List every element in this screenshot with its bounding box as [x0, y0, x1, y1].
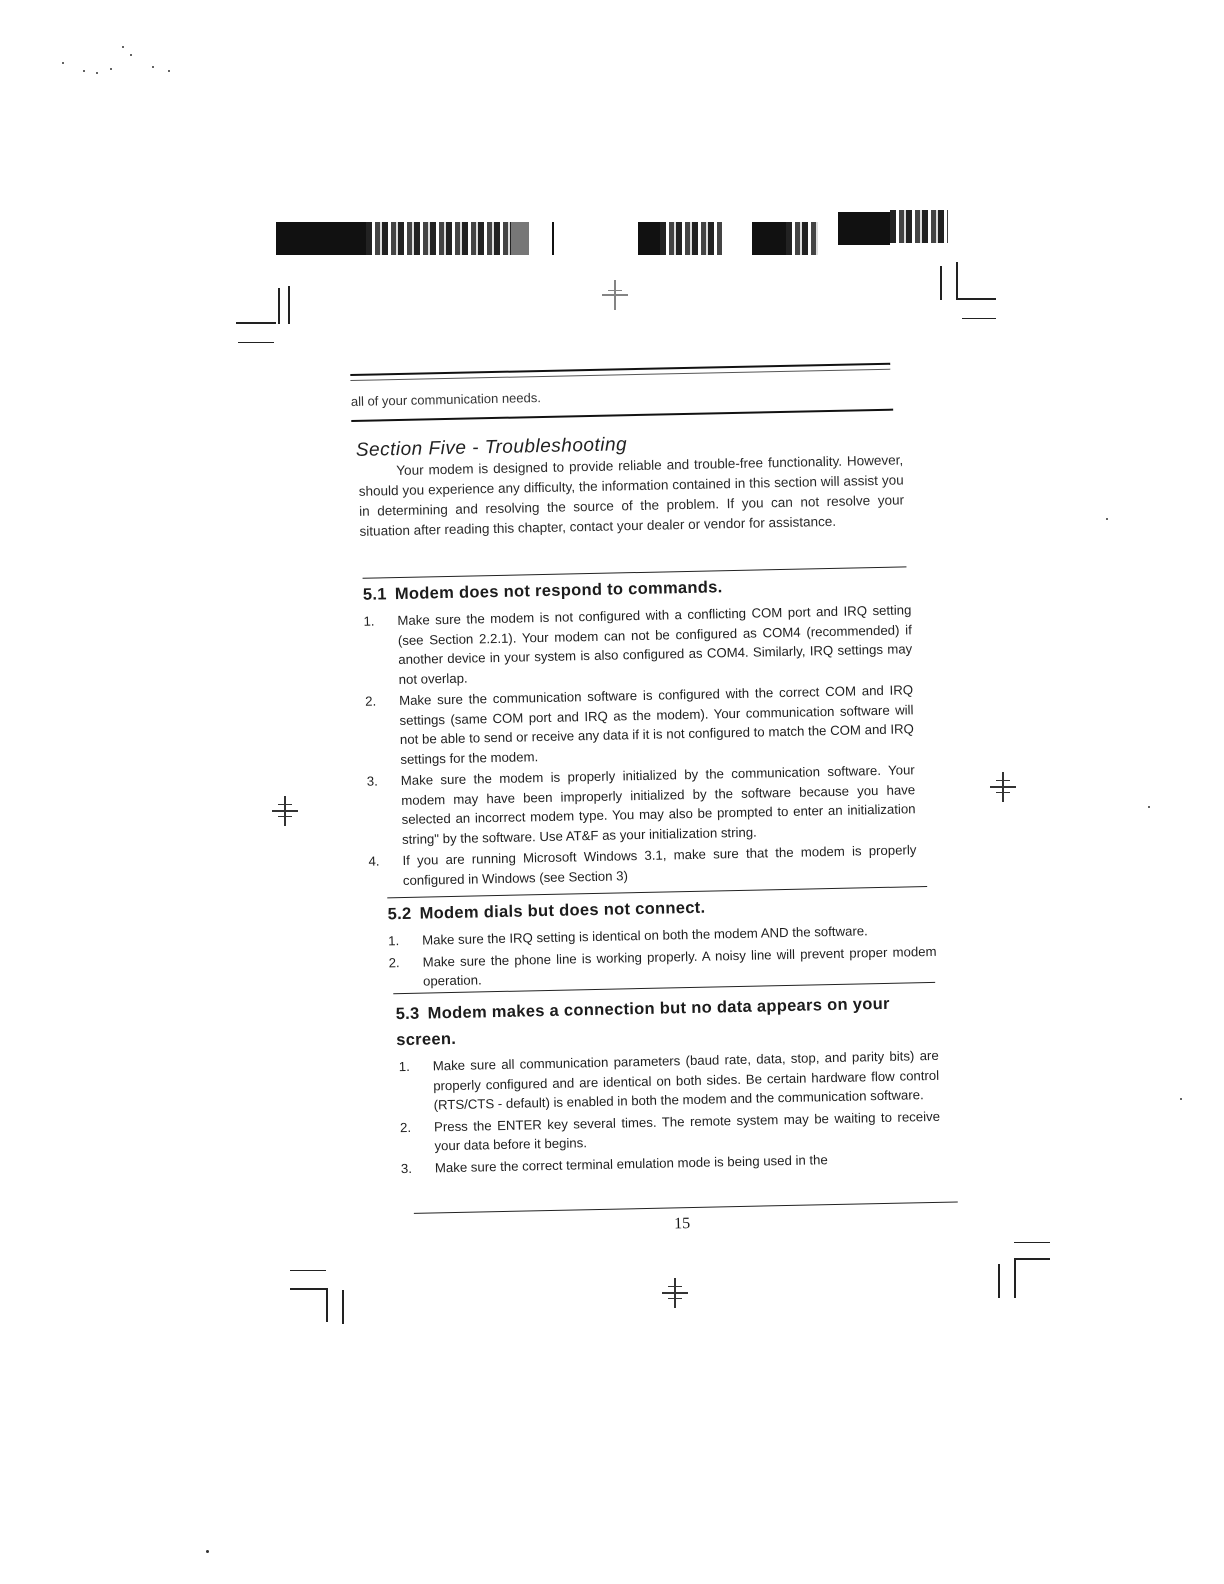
list-item: 1. Make sure the modem is not configured with a conflicting COM port and IRQ setting (see Section 2.2.1). Your modem can not be configured as COM4 (recommended) if another device in your system is also configured as COM4. Similarly, IRQ settings may not overlap. — [363, 602, 913, 687]
page-content — [350, 348, 954, 1260]
subsection-number: 5.1 — [362, 585, 387, 604]
list-item: 3. Make sure the modem is properly initialized by the communication software. Your modem may have been improperly initialized by the software because you have selected an incorrect modem type. You may also be prompted to enter an initialization string" by the software. Use AT&F as your initialization string. — [366, 762, 916, 847]
list-item: 2. Press the ENTER key several times. The remote system may be waiting to receive your data before it begins. — [399, 1108, 941, 1154]
registration-mark-left — [270, 796, 300, 826]
list-item: 1. Make sure the IRQ setting is identical on both the modem AND the software. — [388, 923, 868, 949]
subsection-list — [363, 600, 917, 892]
bottom-rule — [414, 1201, 958, 1213]
subsection-title: Modem dials but does not connect. — [419, 898, 706, 923]
list-item: 4. If you are running Microsoft Windows 3.1, make sure that the modem is properly configured in Windows (see Section 3) — [368, 842, 917, 888]
registration-mark-bottom — [660, 1278, 690, 1308]
list-item: 3. Make sure the correct terminal emulation mode is being used in the — [400, 1151, 828, 1176]
subsection-title: Modem makes a connection but no data appears on your screen. — [396, 994, 890, 1050]
subsection-title: Modem does not respond to commands. — [394, 578, 723, 604]
registration-mark-right — [988, 772, 1018, 802]
carryover-text: all of your communication needs. — [350, 390, 542, 409]
registration-mark-top — [600, 280, 630, 310]
list-item: 1. Make sure all communication parameters (baud rate, data, stop, and parity bits) are properly configured and are identical on both sides. Be certain hardware flow control (RTS/CTS - default) is enabled in both the modem and the communication software. — [398, 1047, 940, 1113]
list-item: 2. Make sure the communication software is configured with the correct COM and IRQ settings (same COM port and IRQ as the modem). Your communication software will not be able to send or receive any data if it is not configured to match the COM and IRQ settings for the modem. — [364, 682, 915, 767]
subsection-list — [399, 1046, 941, 1180]
subsection-number: 5.3 — [395, 1004, 420, 1024]
subsection-heading — [363, 578, 723, 605]
subsection-heading — [387, 899, 705, 925]
intro-paragraph: Your modem is designed to provide reliable and trouble-free functionality. However, should you experience any difficulty, the information contained in this section will assist you in determining and resolving the source of the problem. If you can not resolve your situation after reading this chapter, contact your dealer or vendor for assistance. — [358, 452, 905, 539]
page-number: 15 — [673, 1215, 691, 1233]
subsection-number: 5.2 — [387, 904, 412, 924]
subsection-heading — [395, 990, 936, 1053]
section-title: Section Five - Troubleshooting — [355, 434, 628, 461]
list-item: 2. Make sure the phone line is working properly. A noisy line will prevent proper modem operation. — [388, 943, 937, 989]
